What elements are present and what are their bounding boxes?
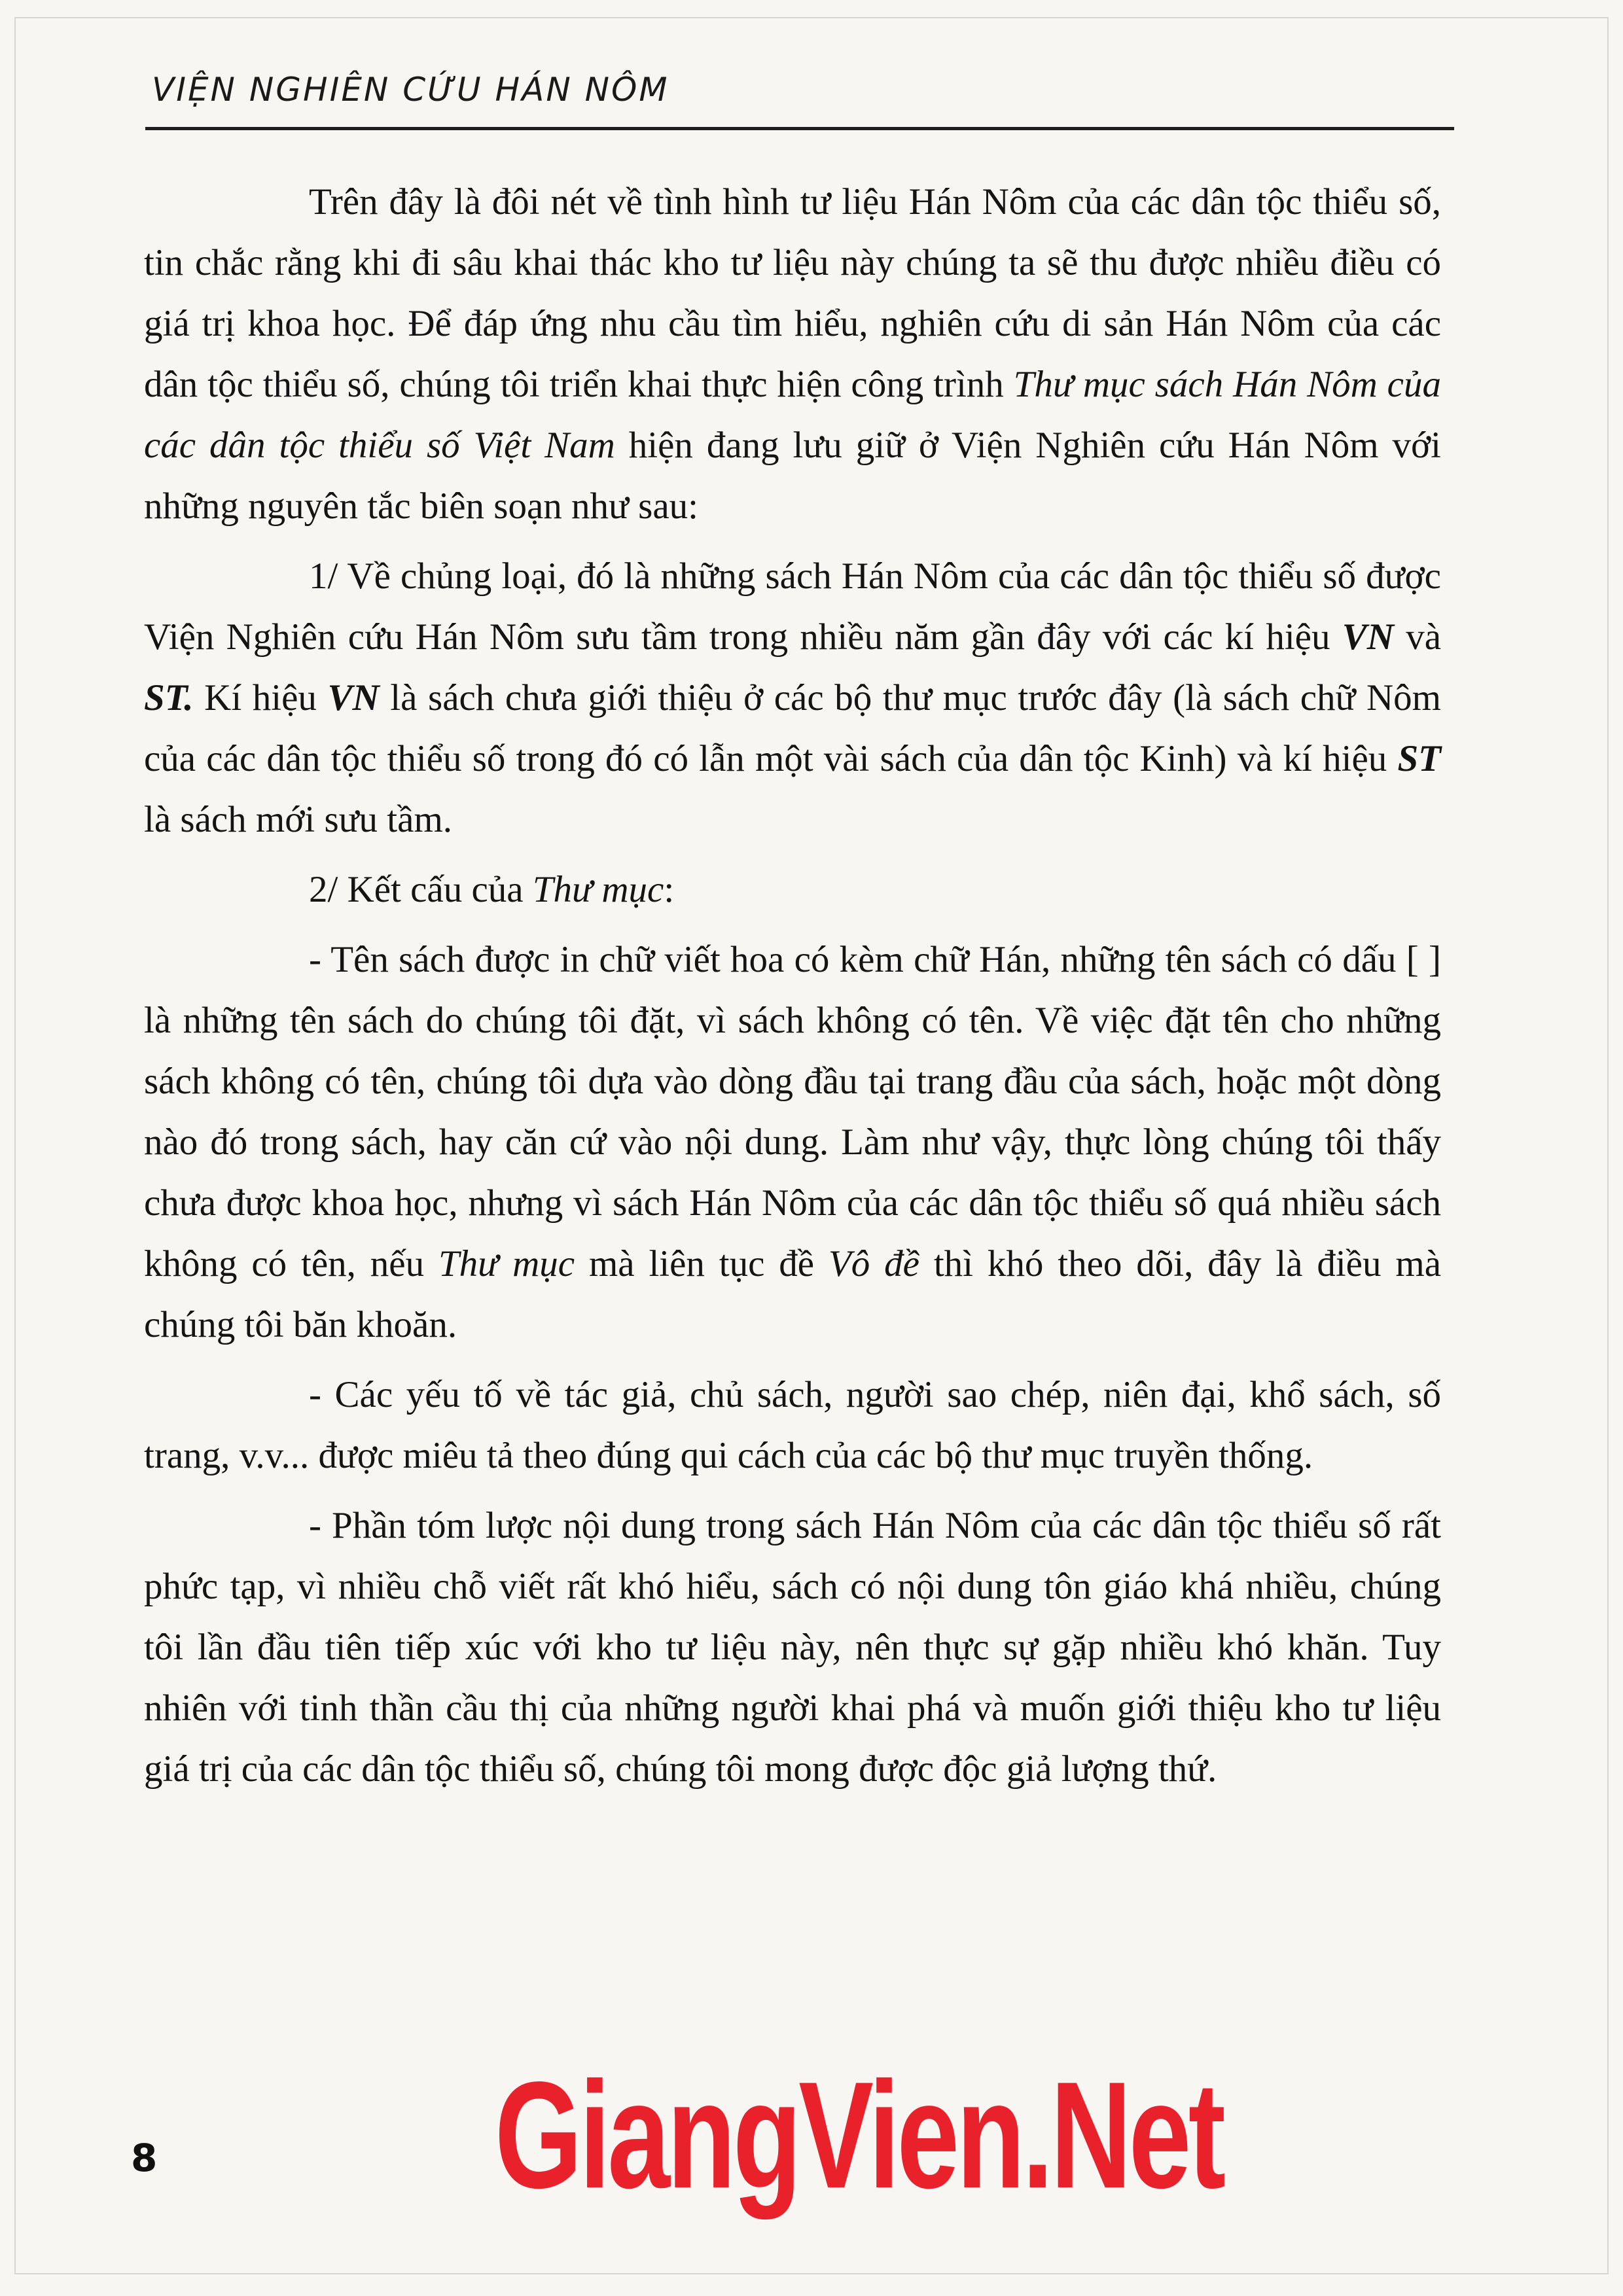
code-vn-2: VN bbox=[327, 677, 380, 718]
book-titles-italic-1: Thư mục bbox=[438, 1243, 575, 1284]
book-title-italic: Thư mục sách Hán Nôm của các dân tộc thiểu số Việt Nam bbox=[144, 364, 1441, 466]
code-st: ST. bbox=[144, 677, 194, 718]
running-header: VIỆN NGHIÊN CỨU HÁN NÔM bbox=[152, 71, 669, 109]
paragraph-category-text-d: là sách chưa giới thiệu ở các bộ thư mục trước đây (là sách chữ Nôm của các dân tộc thiểu số trong đó có lẫn một vài sách của dân tộc Kinh) và kí hiệu bbox=[144, 677, 1441, 779]
structure-heading-text-b: : bbox=[664, 869, 675, 910]
book-titles-text-b: mà liên tục đề bbox=[575, 1243, 829, 1284]
paragraph-book-titles bbox=[144, 929, 1441, 1355]
watermark-logo: GiangVien.Net bbox=[495, 2051, 1223, 2220]
paragraph-summary: - Phần tóm lược nội dung trong sách Hán Nôm của các dân tộc thiểu số rất phức tạp, vì nhiều chỗ viết rất khó hiểu, sách có nội dung tôn giáo khá nhiều, chúng tôi lần đầu tiên tiếp xúc với kho tư liệu này, nên thực sự gặp nhiều khó khăn. Tuy nhiên với tinh thần cầu thị của những người khai phá và muốn giới thiệu kho tư liệu giá trị của các dân tộc thiểu số, chúng tôi mong được độc giả lượng thứ. bbox=[144, 1505, 1441, 1790]
book-titles-italic-2: Vô đề bbox=[828, 1243, 919, 1284]
paragraph-category bbox=[144, 546, 1441, 850]
paragraph-category-text-a: 1/ Về chủng loại, đó là những sách Hán Nôm của các dân tộc thiểu số được Viện Nghiên cứu Hán Nôm sưu tầm trong nhiều năm gần đây với các kí hiệu bbox=[144, 556, 1441, 658]
header-divider bbox=[145, 127, 1454, 130]
structure-heading-italic: Thư mục bbox=[532, 869, 664, 910]
paragraph-intro bbox=[144, 171, 1441, 537]
page-body bbox=[144, 171, 1441, 1809]
paragraph-intro-text-a: Trên đây là đôi nét về tình hình tư liệu Hán Nôm của các dân tộc thiểu số, tin chắc rằng khi đi sâu khai thác kho tư liệu này chúng ta sẽ thu được nhiều điều có giá trị khoa học. Để đáp ứng nhu cầu tìm hiểu, nghiên cứu di sản Hán Nôm của các dân tộc thiểu số, chúng tôi triển khai thực hiện công trình bbox=[144, 181, 1441, 405]
code-st-2: ST bbox=[1397, 738, 1441, 779]
paragraph-elements: - Các yếu tố về tác giả, chủ sách, người sao chép, niên đại, khổ sách, số trang, v.v... được miêu tả theo đúng qui cách của các bộ thư mục truyền thống. bbox=[144, 1374, 1441, 1476]
page-number: 8 bbox=[131, 2136, 158, 2180]
book-titles-text-a: - Tên sách được in chữ viết hoa có kèm chữ Hán, những tên sách có dấu [ ] là những tên sách do chúng tôi đặt, vì sách không có tên. Về việc đặt tên cho những sách không có tên, chúng tôi dựa vào dòng đầu tại trang đầu của sách, hoặc một dòng nào đó trong sách, hay căn cứ vào nội dung. Làm như vậy, thực lòng chúng tôi thấy chưa được khoa học, nhưng vì sách Hán Nôm của các dân tộc thiểu số quá nhiều sách không có tên, nếu bbox=[144, 939, 1441, 1284]
paragraph-structure-heading bbox=[144, 859, 1441, 920]
paragraph-category-text-e: là sách mới sưu tầm. bbox=[144, 799, 453, 840]
structure-heading-text-a: 2/ Kết cấu của bbox=[309, 869, 533, 910]
paragraph-intro-text-b: hiện đang lưu giữ ở Viện Nghiên cứu Hán Nôm với những nguyên tắc biên soạn như sau: bbox=[144, 425, 1441, 527]
book-titles-text-c: thì khó theo dõi, đây là điều mà chúng tôi băn khoăn. bbox=[144, 1243, 1441, 1345]
code-vn: VN bbox=[1342, 616, 1394, 658]
paragraph-category-text-b: và bbox=[1393, 616, 1441, 658]
paragraph-category-text-c: Kí hiệu bbox=[193, 677, 328, 718]
